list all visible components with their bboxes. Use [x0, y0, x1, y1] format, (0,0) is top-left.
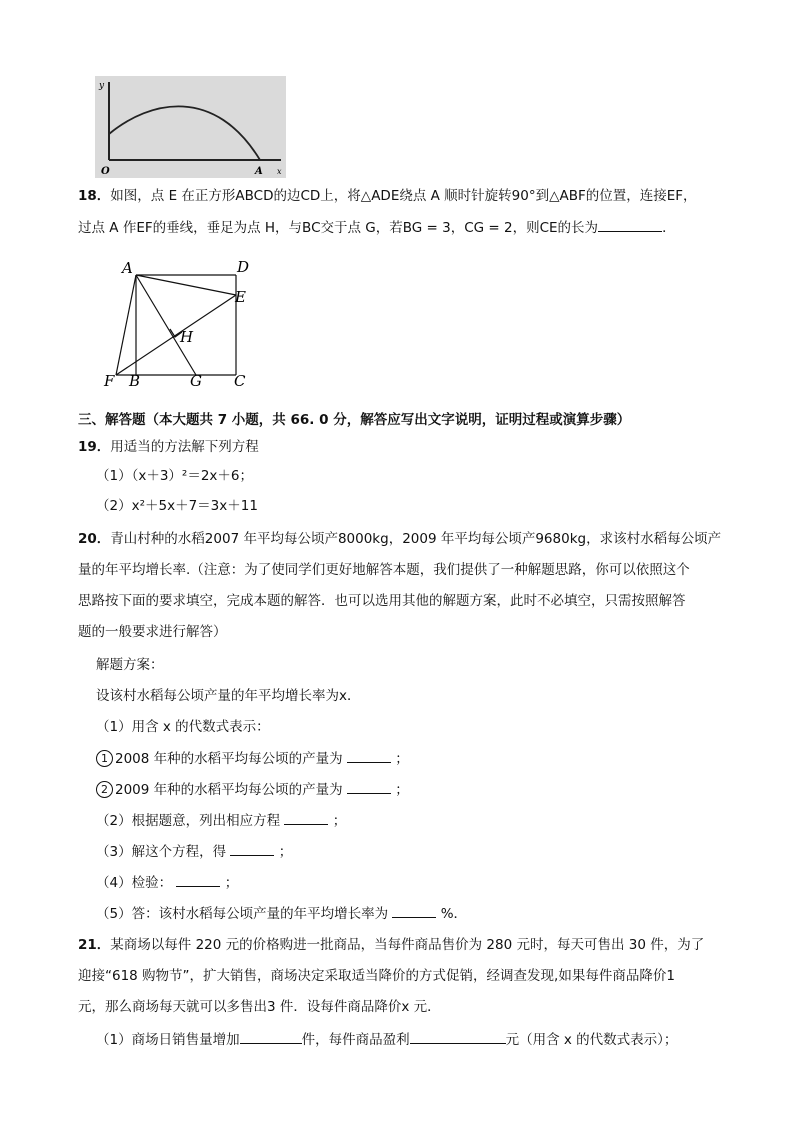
q20-step2-semi: ；	[332, 813, 347, 829]
q20-step5-blank	[392, 903, 436, 918]
q21-part1-c: 元（用含 x 的代数式表示）；	[505, 1032, 678, 1048]
label-D: D	[237, 258, 250, 276]
q21-part1	[96, 1029, 677, 1050]
label-B: B	[129, 372, 141, 390]
q20-step4-text: （4）检验：	[96, 875, 173, 891]
q21-line1	[78, 935, 704, 955]
q20-sub1	[96, 748, 409, 769]
q20-step5-end: %．	[440, 906, 468, 922]
q20-setup: 设该村水稻每公顷产量的年平均增长率为x．	[96, 688, 361, 704]
label-H: H	[180, 328, 194, 346]
q20-step2-blank	[284, 810, 328, 825]
q20-number: 20．	[78, 531, 111, 547]
q20-step3	[96, 841, 292, 862]
q20-line1	[78, 529, 721, 549]
q20-sub2-semi: ；	[395, 782, 409, 798]
graph-y-label: y	[99, 81, 105, 91]
q20-step4-blank	[176, 872, 220, 887]
q19-eq1: （1）（x＋3）²＝2x＋6；	[96, 468, 253, 484]
q21-line3: 元，那么商场每天就可以多售出3 件．设每件商品降价x 元．	[78, 999, 441, 1015]
graph-origin-label: O	[101, 166, 110, 177]
q21-increase-blank	[240, 1029, 302, 1044]
graph-x-label: x	[277, 167, 282, 176]
q21-part1-b: 件，每件商品盈利	[301, 1032, 410, 1048]
q20-step4	[96, 872, 238, 893]
q20-line2: 量的年平均增长率.（注意：为了使同学们更好地解答本题，我们提供了一种解题思路，你可以依照这个	[78, 562, 690, 578]
q19-eq2: （2）x²＋5x＋7＝3x＋11	[96, 498, 258, 514]
q20-sub1-semi: ；	[395, 751, 409, 767]
q21-number: 21．	[78, 937, 111, 953]
label-C: C	[234, 372, 246, 390]
q20-step3-text: （3）解这个方程，得	[96, 844, 227, 860]
q20-sub2	[96, 779, 409, 800]
q20-sub1-text: 2008 年种的水稻平均每公顷的产量为	[115, 751, 343, 767]
q21-part1-a: （1）商场日销售量增加	[96, 1032, 240, 1048]
q20-step5-text: （5）答：该村水稻每公顷产量的年平均增长率为	[96, 906, 389, 922]
graph-curve	[109, 106, 260, 160]
q19-prompt: 用适当的方法解下列方程	[110, 439, 259, 455]
q20-sub1-blank	[347, 748, 391, 763]
label-A: A	[122, 259, 133, 277]
q21-text-1: 某商场以每件 220 元的价格购进一批商品，当每件商品售价为 280 元时，每天可售出 30 件，为了	[110, 937, 705, 953]
q19-prompt-line	[78, 437, 259, 457]
q18-text-1: 如图，点 E 在正方形ABCD的边CD上，将△ADE绕点 A 顺时针旋转90°到△ABF的位置，连接EF，	[110, 188, 697, 204]
q20-sub2-text: 2009 年种的水稻平均每公顷的产量为	[115, 782, 343, 798]
q21-line2: 迎接“618 购物节”，扩大销售，商场决定采取适当降价的方式促销，经调查发现,如果每件商品降价1	[78, 968, 675, 984]
label-F: F	[104, 372, 115, 390]
q18-line1	[78, 186, 697, 206]
q20-step5	[96, 903, 467, 924]
q20-step3-blank	[230, 841, 274, 856]
q20-plan-label: 解题方案：	[96, 657, 164, 673]
label-E: E	[235, 288, 246, 306]
q18-end: ．	[662, 220, 676, 236]
q20-step2-text: （2）根据题意，列出相应方程	[96, 813, 281, 829]
q18-figure	[100, 255, 260, 393]
graph-17-image	[95, 76, 286, 178]
label-G: G	[190, 372, 202, 390]
circled-1-icon: 1	[96, 750, 113, 767]
q20-step1: （1）用含 x 的代数式表示：	[96, 719, 270, 735]
circled-2-icon: 2	[96, 781, 113, 798]
q19-number: 19．	[78, 439, 111, 455]
q20-text-1: 青山村种的水稻2007 年平均每公顷产8000kg，2009 年平均每公顷产9680kg，求该村水稻每公顷产	[110, 531, 722, 547]
q20-line4: 题的一般要求进行解答）	[78, 624, 227, 640]
q18-answer-blank	[598, 217, 662, 232]
q20-step4-semi: ；	[224, 875, 239, 891]
section-3-title: 三、解答题（本大题共 7 小题，共 66. 0 分，解答应写出文字说明，证明过程或演算步骤）	[78, 412, 631, 428]
q18-number: 18．	[78, 188, 111, 204]
q18-text-2: 过点 A 作EF的垂线，垂足为点 H，与BC交于点 G，若BG = 3，CG = 2，则CE的长为	[78, 220, 599, 236]
graph-point-a-label: A	[255, 166, 263, 177]
q20-step2	[96, 810, 346, 831]
q20-line3: 思路按下面的要求填空，完成本题的解答．也可以选用其他的解题方案，此时不必填空，只需按照解答	[78, 593, 686, 609]
q21-profit-blank	[410, 1029, 506, 1044]
q20-sub2-blank	[347, 779, 391, 794]
q20-step3-semi: ；	[278, 844, 293, 860]
q18-line2	[78, 217, 676, 238]
